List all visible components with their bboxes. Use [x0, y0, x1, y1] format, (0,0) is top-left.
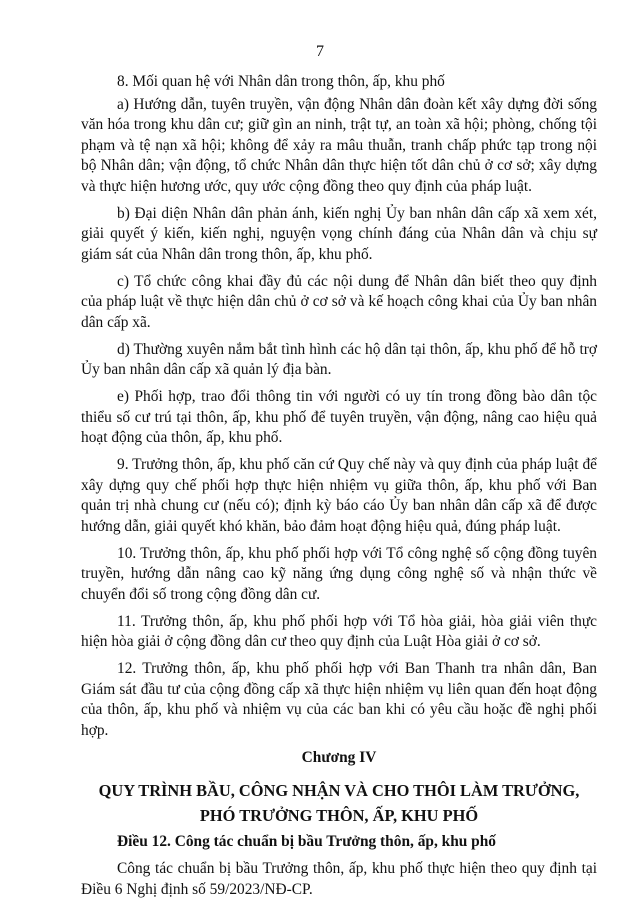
paragraph-8e: e) Phối hợp, trao đổi thông tin với người có uy tín trong đồng bào dân tộc thiểu số cư trú tại thôn, ấp, khu phố để tuyên truyền, vận động, nâng cao hiệu quả hoạt động của thôn, ấp, khu phố.	[81, 388, 597, 446]
page-number: 7	[316, 43, 324, 60]
paragraph-11: 11. Trưởng thôn, ấp, khu phố phối hợp với Tổ hòa giải, hòa giải viên thực hiện hòa giải ở cộng đồng dân cư theo quy định của Luật Hòa giải ở cơ sở.	[81, 612, 597, 650]
chapter-title: QUY TRÌNH BẦU, CÔNG NHẬN VÀ CHO THÔI LÀM TRƯỞNG, PHÓ TRƯỞNG THÔN, ẤP, KHU PHỐ	[98, 781, 580, 825]
paragraph-8a: a) Hướng dẫn, tuyên truyền, vận động Nhân dân đoàn kết xây dựng đời sống văn hóa trong khu dân cư; giữ gìn an ninh, trật tự, an toàn xã hội; phòng, chống tội phạm và tệ nạn xã hội; không để xảy ra mâu thuẫn, tranh chấp phức tạp trong nội bộ Nhân dân; vận động, tổ chức Nhân dân thực hiện tốt dân chủ ở cơ sở; xây dựng và thực hiện hương ước, quy ước cộng đồng theo quy định của pháp luật.	[81, 95, 597, 195]
paragraph-8-heading: 8. Mối quan hệ với Nhân dân trong thôn, ấp, khu phố	[117, 73, 445, 90]
paragraph-8b: b) Đại diện Nhân dân phản ánh, kiến nghị Ủy ban nhân dân cấp xã xem xét, giải quyết ý kiến, kiến nghị, nguyện vọng chính đáng của Nhân dân và chịu sự giám sát của Nhân dân trong thôn, ấp, khu phố.	[81, 204, 597, 263]
chapter-label: Chương IV	[301, 748, 377, 766]
document-body	[81, 72, 597, 907]
paragraph-10: 10. Trưởng thôn, ấp, khu phố phối hợp với Tổ công nghệ số cộng đồng tuyên truyền, hướng dẫn nâng cao kỹ năng ứng dụng công nghệ số và nhận thức về chuyển đổi số trong cộng đồng dân cư.	[81, 544, 597, 603]
paragraph-8c: c) Tổ chức công khai đầy đủ các nội dung để Nhân dân biết theo quy định của pháp luật về thực hiện dân chủ ở cơ sở và kế hoạch công khai của Ủy ban nhân dân cấp xã.	[81, 272, 597, 331]
paragraph-9: 9. Trưởng thôn, ấp, khu phố căn cứ Quy chế này và quy định của pháp luật để xây dựng quy chế phối hợp thực hiện nhiệm vụ giữa thôn, ấp, khu phố với Ban quản trị nhà chung cư (nếu có); định kỳ báo cáo Ủy ban nhân dân cấp xã để được hướng dẫn, giải quyết khó khăn, bảo đảm hoạt động hiệu quả, đúng pháp luật.	[81, 456, 597, 535]
paragraph-12: 12. Trưởng thôn, ấp, khu phố phối hợp với Ban Thanh tra nhân dân, Ban Giám sát đầu tư của cộng đồng cấp xã thực hiện nhiệm vụ liên quan đến hoạt động của thôn, ấp, khu phố và nhiệm vụ của các ban khi có yêu cầu hoặc đề nghị phối hợp.	[81, 660, 597, 739]
paragraph-8d: d) Thường xuyên nắm bắt tình hình các hộ dân tại thôn, ấp, khu phố để hỗ trợ Ủy ban nhân dân cấp xã quản lý địa bàn.	[81, 340, 597, 378]
article-12-heading: Điều 12. Công tác chuẩn bị bầu Trưởng thôn, ấp, khu phố	[117, 833, 496, 850]
article-12-text: Công tác chuẩn bị bầu Trưởng thôn, ấp, khu phố thực hiện theo quy định tại Điều 6 Nghị định số 59/2023/NĐ-CP.	[81, 860, 597, 898]
